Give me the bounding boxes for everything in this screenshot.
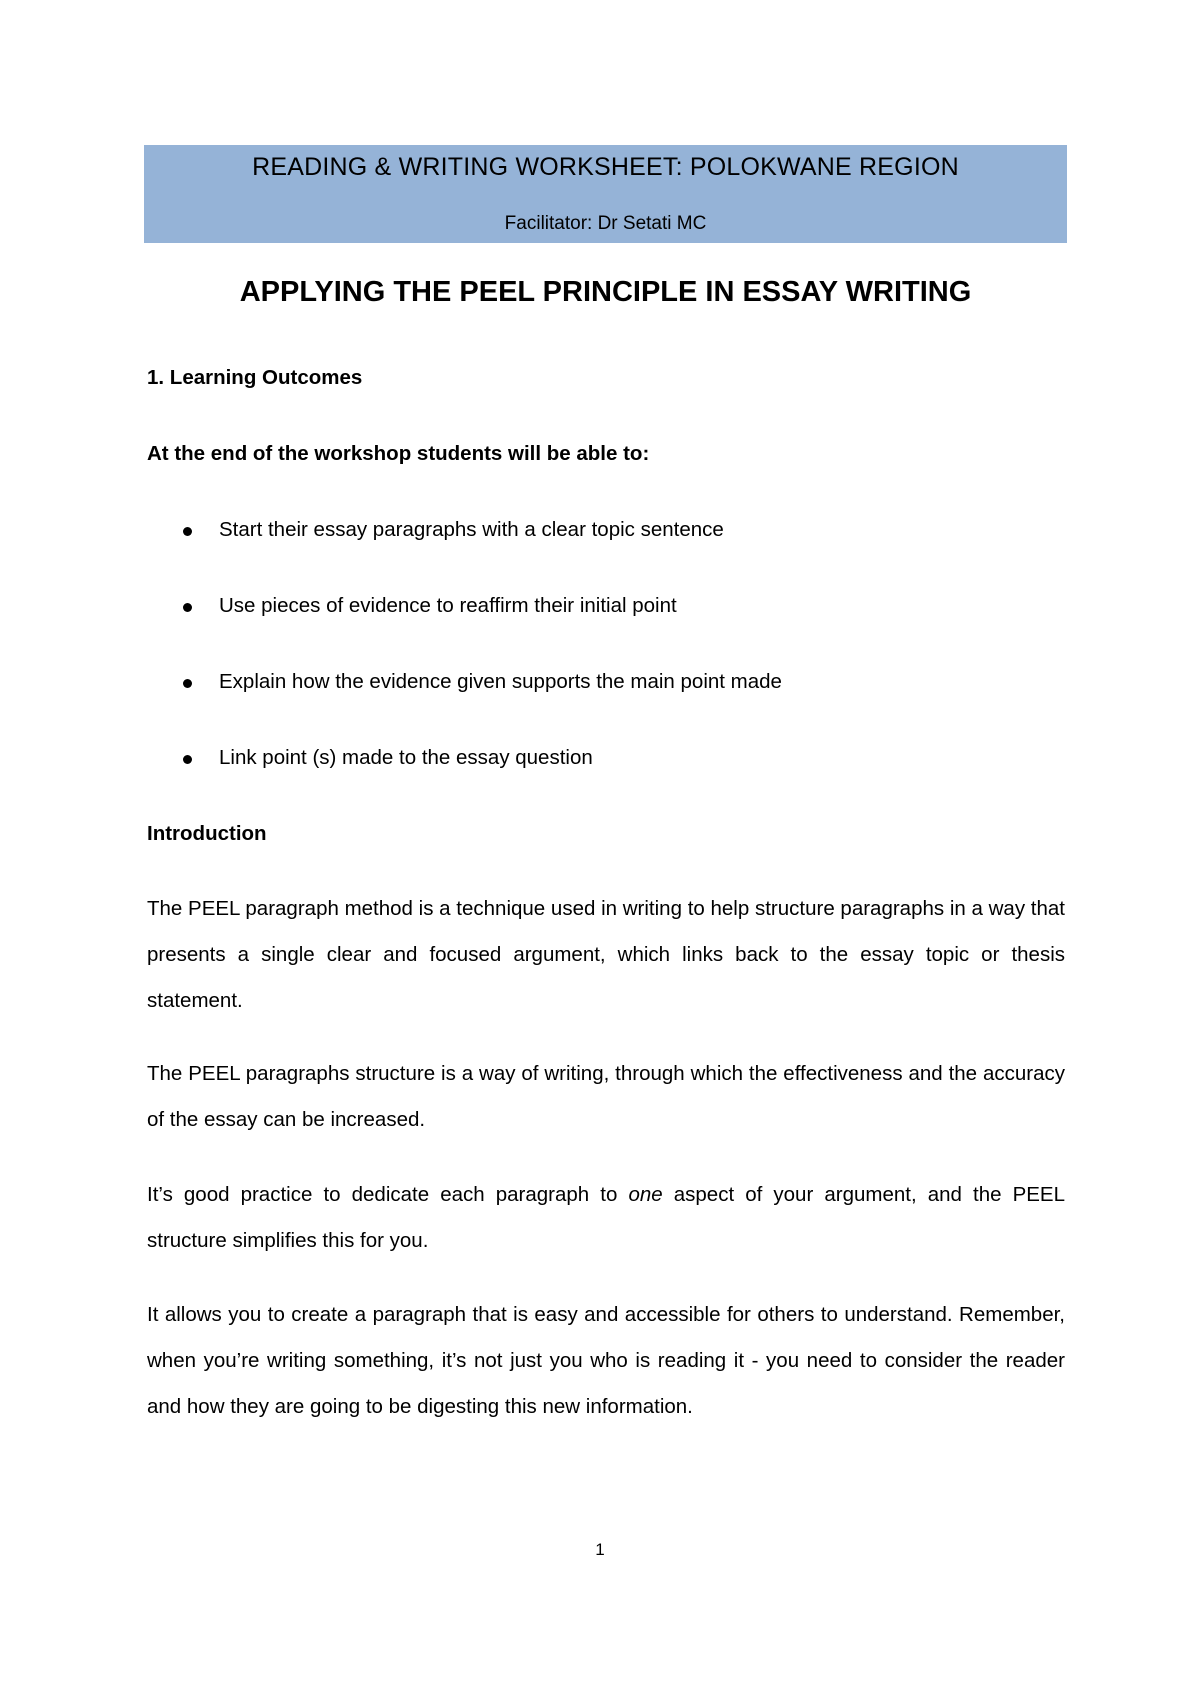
intro-paragraph-1: The PEEL paragraph method is a technique used in writing to help structure paragraphs in a way that presents a single clear and focused argument, which links back to the essay topic or thesis statement. — [147, 897, 1065, 1012]
intro-paragraph-3-end: aspect of your argument, and the PEEL structure simplifies this for you. — [147, 1183, 1066, 1252]
section-heading-learning-outcomes: 1. Learning Outcomes — [147, 366, 363, 389]
intro-paragraph-2: The PEEL paragraphs structure is a way of writing, through which the effectiveness and the accuracy of the essay can be increased. — [147, 1062, 1065, 1131]
intro-paragraph-3-start: It’s good practice to dedicate each paragraph to — [147, 1183, 629, 1206]
list-item-text: Start their essay paragraphs with a clear topic sentence — [219, 518, 724, 541]
bullet-icon — [183, 755, 192, 764]
intro-paragraph-3 — [147, 1172, 1065, 1264]
bullet-icon — [183, 603, 192, 612]
list-item-text: Explain how the evidence given supports the main point made — [219, 670, 782, 693]
list-item-text: Use pieces of evidence to reaffirm their initial point — [219, 594, 677, 617]
worksheet-title: READING & WRITING WORKSHEET: POLOKWANE REGION — [252, 153, 959, 181]
section-heading-introduction: Introduction — [147, 822, 267, 845]
intro-paragraph-4: It allows you to create a paragraph that is easy and accessible for others to understand. Remember, when you’re writing something, it’s not just you who is reading it - you need to consider the reader and how they are going to be digesting this new information. — [147, 1303, 1065, 1418]
bullet-icon — [183, 679, 192, 688]
bullet-icon — [183, 527, 192, 536]
facilitator-line: Facilitator: Dr Setati MC — [504, 213, 707, 234]
header-banner — [144, 145, 1067, 243]
list-item-text: Link point (s) made to the essay question — [219, 746, 593, 769]
page-number: 1 — [595, 1540, 605, 1559]
page-title: APPLYING THE PEEL PRINCIPLE IN ESSAY WRITING — [239, 276, 972, 308]
learning-outcomes-lead: At the end of the workshop students will be able to: — [147, 442, 650, 465]
intro-paragraph-3-emphasis: one — [628, 1183, 663, 1206]
